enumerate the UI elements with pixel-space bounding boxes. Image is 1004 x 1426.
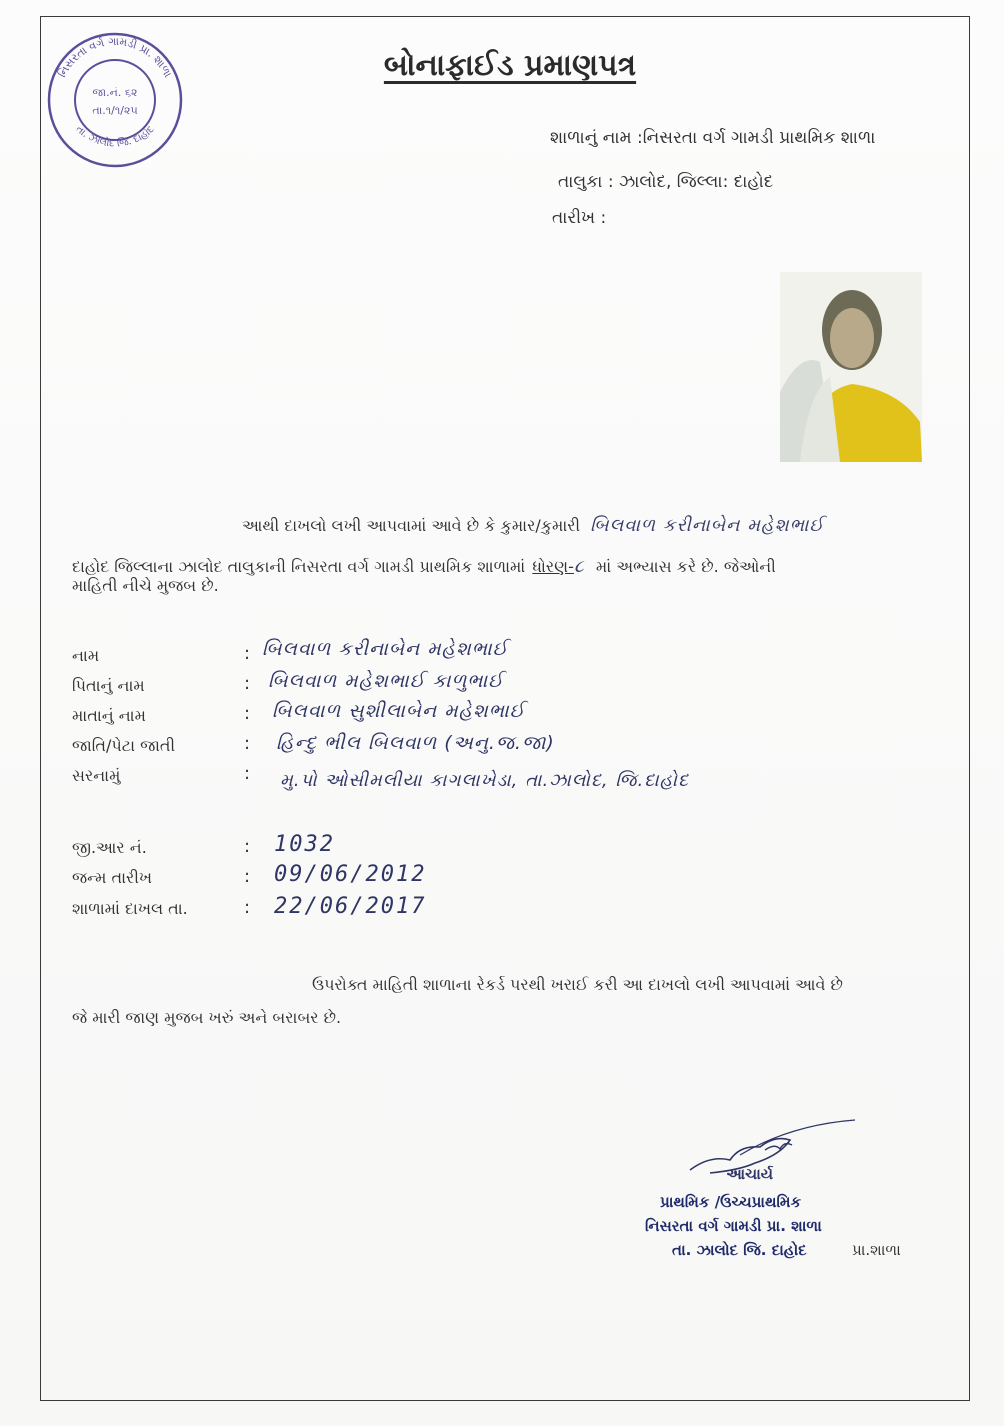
record-value-dob: 09/06/2012 (274, 862, 427, 887)
record-label-admission: શાળામાં દાખલ તા. (72, 899, 188, 918)
field-colon: : (244, 836, 251, 857)
school-stamp (40, 28, 190, 173)
date-line: તારીખ : (552, 208, 607, 228)
field-colon: : (244, 673, 251, 694)
standard-label: ધોરણ- (532, 557, 574, 576)
page-title: બોનાફાઈડ પ્રમાણપત્ર (383, 48, 637, 83)
field-label-name: નામ (72, 646, 100, 665)
field-label-caste: જાતિ/પેટા જાતી (72, 736, 176, 755)
student-name-handwritten: બિલવાળ કરીનાબેન મહેશભાઈ (590, 515, 825, 536)
seal-line-3: તા. ઝાલોદ જિ. દાહોદ (672, 1241, 807, 1259)
field-label-father: પિતાનું નામ (72, 676, 145, 695)
stamp-date: તા.૧/૧/૨૫ (92, 104, 138, 117)
intro-text (242, 515, 824, 536)
field-colon: : (244, 897, 251, 918)
field-value-mother: બિલવાળ સુશીલાબેન મહેશભાઈ (272, 700, 526, 722)
seal-line-1: પ્રાથમિક /ઉચ્ચપ્રાથમિક (660, 1193, 802, 1211)
student-photo (780, 272, 922, 462)
body-line-2-start: દાહોદ જિલ્લાના ઝાલોદ તાલુકાની નિસરતા વર્ગ ગામડી પ્રાથમિક શાળામાં (72, 557, 526, 576)
stamp-ring-bottom: તા. ઝાલોદ જિ. દાહોદ (73, 123, 157, 150)
record-value-gr: 1032 (274, 832, 335, 857)
field-colon: : (244, 643, 251, 664)
closing-line-2: જે મારી જાણ મુજબ ખરું અને બરાબર છે. (72, 1008, 342, 1027)
printed-school-suffix: પ્રા.શાળા (852, 1241, 901, 1259)
record-value-admission: 22/06/2017 (274, 894, 427, 919)
school-name-line: શાળાનું નામ :નિસરતા વર્ગ ગામડી પ્રાથમિક શાળા (550, 128, 876, 148)
field-value-father: બિલવાળ મહેશભાઈ કાળુભાઈ (268, 670, 504, 692)
standard-value: ૮ (573, 556, 585, 577)
field-colon: : (244, 703, 251, 724)
body-line-2 (72, 556, 776, 577)
stamp-ring-text: નિસરતા વર્ગ ગામડી પ્રા. શાળા (55, 34, 175, 80)
field-value-name: બિલવાળ કરીનાબેન મહેશભાઈ (262, 638, 509, 660)
field-label-address: સરનામું (72, 766, 121, 785)
field-value-address: મુ.પો ઓસીમલીયા કાગલાખેડા, તા.ઝાલોદ, જિ.દાહોદ (280, 770, 690, 791)
svg-text:નિસરતા વર્ગ ગામડી પ્રા. શાળા (56, 35, 175, 80)
signature-title: આચાર્ય (726, 1165, 774, 1183)
closing-line-1: ઉપરોક્ત માહિતી શાળાના રેકર્ડ પરથી ખરાઈ કરી આ દાખલો લખી આપવામાં આવે છે (312, 975, 843, 994)
field-colon: : (244, 866, 251, 887)
field-value-caste: હિન્દુ ભીલ બિલવાળ (અનુ.જ.જા) (276, 732, 555, 754)
record-label-dob: જન્મ તારીખ (72, 868, 153, 887)
taluka-line: તાલુકા : ઝાલોદ, જિલ્લા: દાહોદ (558, 172, 774, 192)
intro-sentence: આથી દાખલો લખી આપવામાં આવે છે કે કુમાર/કુમારી (242, 516, 581, 535)
body-line-3: માહિતી નીચે મુજબ છે. (72, 576, 219, 595)
field-colon: : (244, 763, 251, 784)
body-line-2-end: માં અભ્યાસ કરે છે. જેઓની (595, 557, 776, 576)
field-colon: : (244, 733, 251, 754)
field-label-mother: માતાનું નામ (72, 706, 146, 725)
record-label-gr: જી.આર નં. (72, 838, 147, 857)
stamp-number: જા.નં. ૬૨ (92, 86, 138, 99)
seal-line-2: નિસરતા વર્ગ ગામડી પ્રા. શાળા (645, 1217, 822, 1235)
